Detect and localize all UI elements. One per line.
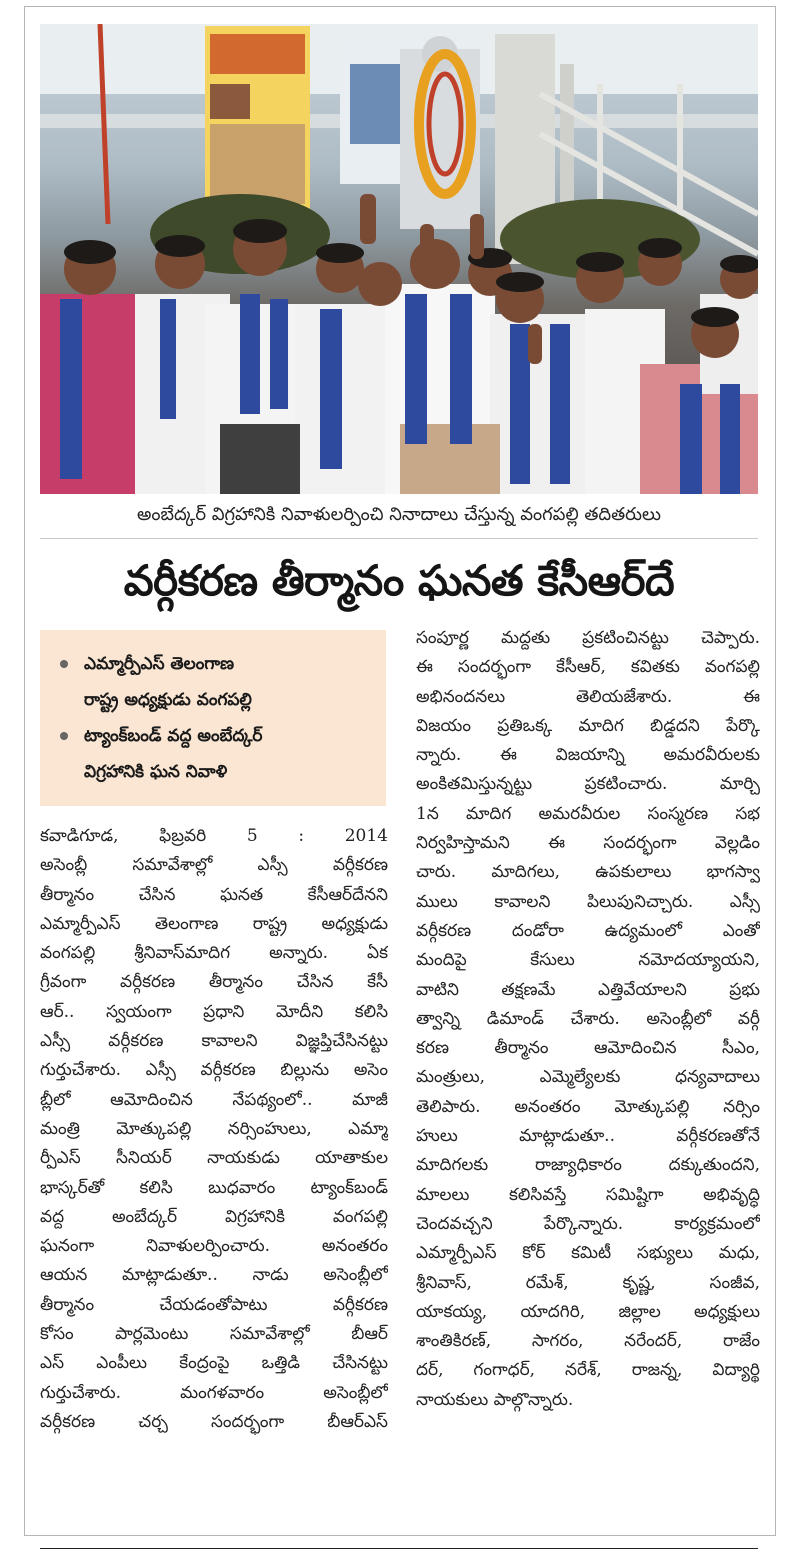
text-line: వర్గీకరణ దండోరా ఉద్యమంలో ఎంతో bbox=[416, 920, 760, 941]
text-line: గుర్తుచేశారు. మంగళవారం అసెంబ్లీలో bbox=[40, 1382, 388, 1403]
text-line: నాయకులు పాల్గొన్నారు. bbox=[416, 1389, 574, 1410]
text-line: మంత్రులు, ఎమ్మెల్యేలకు ధన్యవాదాలు bbox=[416, 1067, 760, 1088]
text-line: న్నారు. ఈ విజయాన్ని అమరవీరులకు bbox=[416, 745, 760, 766]
text-line: గుర్తుచేశారు. ఎస్సీ వర్గీకరణ బిల్లును అసెం bbox=[40, 1060, 388, 1081]
text-line: ర్పీఎస్ సీనియర్ నాయకుడు యాతాకుల bbox=[40, 1148, 388, 1169]
text-line: ఎమ్మార్పీఎస్ కోర్ కమిటీ సభ్యులు మధు, bbox=[416, 1243, 760, 1264]
text-line: భాస్కర్‌తో కలిసి బుధవారం ట్యాంక్‌బండ్ bbox=[40, 1177, 388, 1198]
article-column-left bbox=[40, 822, 388, 1437]
text-line: చెందవచ్చని పేర్కొన్నారు. కార్యక్రమంలో bbox=[416, 1213, 760, 1234]
text-line: యాకయ్య, యాదగిరి, జిల్లాల అధ్యక్షులు bbox=[416, 1301, 760, 1322]
bottom-divider bbox=[40, 1548, 758, 1549]
text-line: నిర్వహిస్తామని ఈ సందర్భంగా వెల్లడిం bbox=[416, 833, 760, 854]
caption-divider bbox=[40, 538, 758, 539]
article-column-right bbox=[416, 624, 760, 1415]
news-photo bbox=[40, 24, 758, 494]
text-line: మాలలు కలిసివస్తే సమిష్టిగా అభివృద్ధి bbox=[416, 1184, 760, 1205]
text-line: చారు. మాదిగలు, ఉపకులాలు భాగస్వా bbox=[416, 862, 760, 883]
text-line: వద్ద అంబేద్కర్ విగ్రహానికి వంగపల్లి bbox=[40, 1206, 388, 1227]
text-line: కరణ తీర్మానం ఆమోదించిన సీఎం, bbox=[416, 1038, 760, 1059]
text-line: త్వాన్ని డిమాండ్ చేశారు. అసెంబ్లీలో వర్గీ bbox=[416, 1008, 760, 1029]
text-line: ఘనంగా నివాళులర్పించారు. అనంతరం bbox=[40, 1236, 388, 1257]
bullet-icon bbox=[60, 732, 68, 740]
text-line: సంపూర్ణ మద్దతు ప్రకటించినట్టు చెప్పారు. bbox=[416, 628, 760, 648]
highlight-item bbox=[60, 718, 372, 790]
text-line: ఈ సందర్భంగా కేసీఆర్, కవితకు వంగపల్లి bbox=[416, 657, 760, 678]
text-line: తీర్మానం చేసిన ఘనత కేసీఆర్‌దేనని bbox=[40, 884, 388, 905]
text-line: తెలిపారు. అనంతరం మోత్కుపల్లి నర్సిం bbox=[416, 1096, 760, 1117]
text-line: దర్, గంగాధర్, నరేశ్, రాజన్న, విద్యార్థి bbox=[416, 1360, 760, 1381]
text-line: విజయం ప్రతిఒక్క మాదిగ బిడ్డదని పేర్కొ bbox=[416, 715, 760, 736]
highlight-line: ఎమ్మార్పీఎస్ తెలంగాణ bbox=[84, 654, 235, 674]
text-line: తీర్మానం చేయడంతోపాటు వర్గీకరణ bbox=[40, 1294, 388, 1315]
headline: వర్గీకరణ తీర్మానం ఘనత కేసీఆర్‌దే bbox=[123, 556, 675, 605]
text-line: బ్లీలో ఆమోదించిన నేపథ్యంలో.. మాజీ bbox=[40, 1089, 388, 1110]
text-line: గ్రీవంగా వర్గీకరణ తీర్మానం చేసిన కేసీ bbox=[40, 972, 388, 993]
text-line: అంకితమిస్తున్నట్టు ప్రకటించారు. మార్చి bbox=[416, 774, 760, 795]
text-line: వర్గీకరణ చర్చ సందర్భంగా బీఆర్ఎస్ bbox=[40, 1411, 388, 1432]
highlight-item bbox=[60, 646, 372, 718]
highlight-line: ట్యాంక్‌బండ్ వద్ద అంబేద్కర్ bbox=[84, 726, 263, 746]
text-line: 1న మాదిగ అమరవీరుల సంస్మరణ సభ bbox=[416, 803, 760, 824]
text-line: వాటిని తక్షణమే ఎత్తివేయాలని ప్రభు bbox=[416, 979, 760, 1000]
highlight-line: విగ్రహానికి ఘన నివాళి bbox=[84, 762, 228, 782]
text-line: ఎస్సీ వర్గీకరణ కావాలని విజ్ఞప్తిచేసినట్టు bbox=[40, 1031, 388, 1052]
text-line: మందిపై కేసులు నమోదయ్యాయని, bbox=[416, 950, 760, 971]
highlight-line: రాష్ట్ర అధ్యక్షుడు వంగపల్లి bbox=[84, 690, 252, 710]
text-line: వంగపల్లి శ్రీనివాస్‌మాదిగ అన్నారు. ఏక bbox=[40, 943, 388, 964]
highlights-box bbox=[40, 630, 386, 806]
text-line: ఆర్.. స్వయంగా ప్రధాని మోదీని కలిసి bbox=[40, 1001, 388, 1022]
text-line: ఎమ్మార్పీఎస్ తెలంగాణ రాష్ట్ర అధ్యక్షుడు bbox=[40, 913, 388, 934]
text-line: ఎస్ ఎంపీలు కేంద్రంపై ఒత్తిడి చేసినట్టు bbox=[40, 1353, 388, 1374]
text-line: కవాడిగూడ, ఫిబ్రవరి 5 : 2014 bbox=[40, 826, 388, 846]
text-line: ములు కావాలని పిలుపునిచ్చారు. ఎస్సీ bbox=[416, 891, 760, 912]
crowd-illustration bbox=[40, 24, 758, 494]
text-line: మాదిగలకు రాజ్యాధికారం దక్కుతుందని, bbox=[416, 1155, 760, 1176]
text-line: అసెంబ్లీ సమావేశాల్లో ఎస్సీ వర్గీకరణ bbox=[40, 855, 388, 876]
text-line: అభినందనలు తెలియజేశారు. ఈ bbox=[416, 686, 760, 707]
photo-caption: అంబేద్కర్ విగ్రహానికి నివాళులర్పించి నినాదాలు చేస్తున్న వంగపల్లి తదితరులు bbox=[137, 504, 661, 525]
text-line: ఆయన మాట్లాడుతూ.. నాడు అసెంబ్లీలో bbox=[40, 1265, 388, 1286]
text-line: మంత్రి మోత్కుపల్లి నర్సింహులు, ఎమ్మా bbox=[40, 1118, 388, 1139]
text-line: హులు మాట్లాడుతూ.. వర్గీకరణతోనే bbox=[416, 1126, 760, 1147]
text-line: శాంతికిరణ్, సాగరం, నరేందర్, రాజేం bbox=[416, 1331, 760, 1352]
bullet-icon bbox=[60, 660, 68, 668]
text-line: కోసం పార్లమెంటు సమావేశాల్లో బీఆర్ bbox=[40, 1324, 388, 1345]
text-line: శ్రీనివాస్, రమేశ్, కృష్ణ, సంజీవ, bbox=[416, 1272, 760, 1293]
